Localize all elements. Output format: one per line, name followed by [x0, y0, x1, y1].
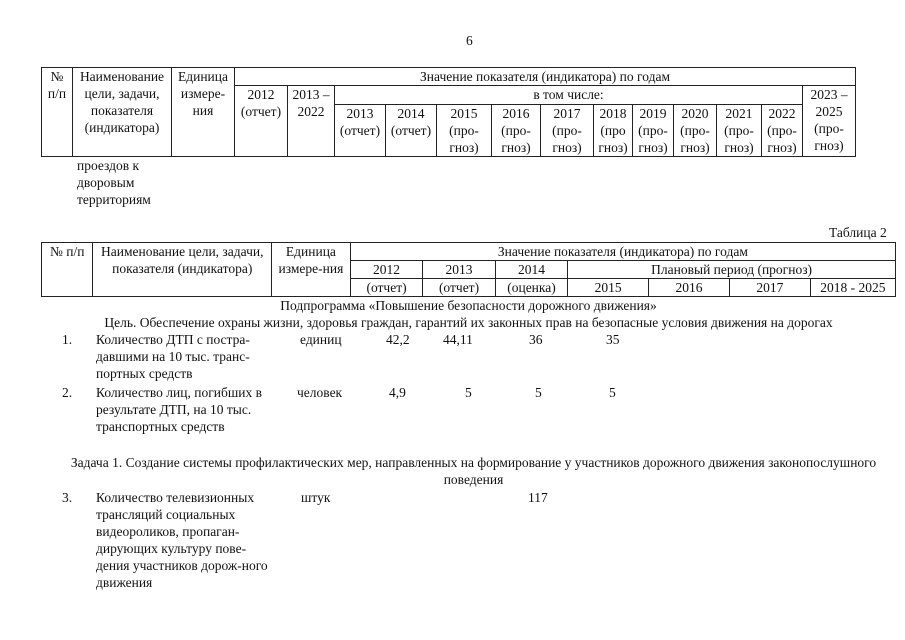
row-3-unit: штук: [301, 490, 331, 505]
t1-sub-2022: 2022 (про-гноз): [762, 105, 803, 157]
row-1-no: 1.: [62, 332, 73, 347]
t1-header-incl: в том числе:: [335, 86, 803, 105]
row-3-2014: 117: [528, 490, 548, 505]
row-1-2014: 36: [529, 332, 543, 347]
t2-sub-2014: (оценка): [495, 279, 567, 297]
row-2-2014: 5: [535, 385, 542, 400]
t1-sub-2013: 2013 (отчет): [335, 105, 386, 157]
row-2-2013: 5: [465, 385, 472, 400]
row-2-2012: 4,9: [389, 385, 406, 400]
goal-text: Цель. Обеспечение охраны жизни, здоровья граждан, гарантий их законных прав на безопасные условия движения на дорогах: [104, 315, 833, 330]
row-2-unit: человек: [297, 385, 343, 400]
t1-header-2012: 2012 (отчет): [235, 86, 288, 157]
row-2-name: Количество лиц, погибших в результате ДТП, на 10 тыс. транспортных средств: [96, 385, 262, 434]
subprogram-title: Подпрограмма «Повышение безопасности дорожного движения»: [280, 298, 657, 313]
row-1-name: Количество ДТП с постра-давшими на 10 тыс. транс-портных средств: [96, 332, 250, 381]
t1-sub-2018: 2018 (про гноз): [594, 105, 633, 157]
t1-sub-2019: 2019 (про-гноз): [633, 105, 674, 157]
t1-header-unit: Единица измере-ния: [172, 68, 235, 157]
t1-sub-2014: 2014 (отчет): [386, 105, 437, 157]
t2-sub-2017: 2017: [729, 279, 810, 297]
t2-header-name: Наименование цели, задачи, показателя (индикатора): [93, 243, 272, 297]
t1-sub-2020: 2020 (про-гноз): [674, 105, 717, 157]
row-1-2012: 42,2: [386, 332, 410, 347]
table-2-header: [41, 242, 896, 297]
row-2-2015: 5: [609, 385, 616, 400]
t2-sub-2012: (отчет): [350, 279, 422, 297]
page-number: 6: [466, 33, 473, 48]
t2-header-values: Значение показателя (индикатора) по годам: [350, 243, 895, 261]
t2-header-plan: Плановый период (прогноз): [568, 261, 896, 279]
t1-header-2013-2022: 2013 – 2022: [288, 86, 335, 157]
row-1-2015: 35: [606, 332, 620, 347]
t1-header-values: Значение показателя (индикатора) по годам: [235, 68, 856, 86]
t2-header-no: № п/п: [42, 243, 93, 297]
t2-header-unit: Единица измере-ния: [272, 243, 351, 297]
t1-continuation: проездов к дворовым территориям: [77, 158, 151, 207]
t1-header-no: № п/п: [42, 68, 73, 157]
row-3-name: Количество телевизионных трансляций социальных видеороликов, пропаган-дирующих культуру пове-дения участников дорож-ного движения: [96, 490, 268, 590]
t2-header-2013: 2013: [423, 261, 495, 279]
t2-sub-2015: 2015: [568, 279, 649, 297]
task-1-text: Задача 1. Создание системы профилактических мер, направленных на формирование у участников дорожного движения законопослушного поведения: [70, 455, 877, 487]
t2-sub-2016: 2016: [649, 279, 730, 297]
row-3-no: 3.: [62, 490, 73, 505]
table-2-caption: Таблица 2: [829, 225, 887, 240]
row-2-no: 2.: [62, 385, 73, 400]
t1-header-name: Наименование цели, задачи, показателя (индикатора): [73, 68, 172, 157]
row-1-unit: единиц: [300, 332, 342, 347]
row-1-2013: 44,11: [443, 332, 473, 347]
t2-sub-2018-2025: 2018 - 2025: [810, 279, 895, 297]
table-1-header: [41, 67, 856, 157]
t2-header-2012: 2012: [350, 261, 422, 279]
t1-sub-2015: 2015 (про-гноз): [437, 105, 492, 157]
t2-sub-2013: (отчет): [423, 279, 495, 297]
t1-sub-2016: 2016 (про-гноз): [492, 105, 541, 157]
t2-header-2014: 2014: [495, 261, 567, 279]
t1-header-2023-2025: 2023 – 2025 (про-гноз): [803, 86, 856, 157]
t1-sub-2021: 2021 (про-гноз): [717, 105, 762, 157]
t1-sub-2017: 2017 (про-гноз): [541, 105, 594, 157]
